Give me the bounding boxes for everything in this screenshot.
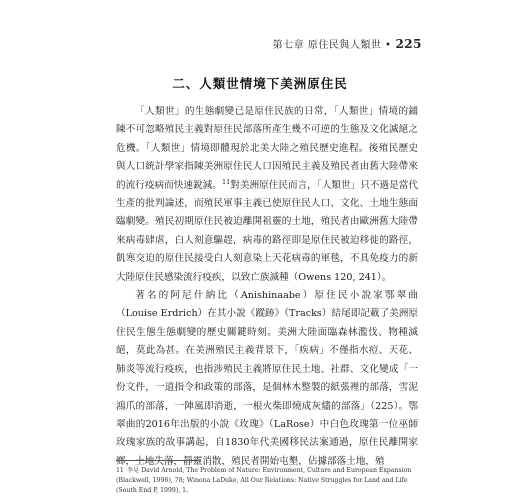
body-text (116, 103, 418, 471)
chapter-heading: 第七章 原住民與人類世 • (272, 40, 392, 51)
footnote-divider (116, 460, 198, 461)
footnote (116, 466, 416, 497)
running-header (273, 36, 422, 51)
paragraph-text: 「人類世」的生態劇變已是原住民族的日常，「人類世」情境的鋪陳不可忽略殖民主義對原住民部落所產生幾不可逆的生態及文化滅絕之危機。「人類世」情境即體現於北美大陸之殖民歷史進程。後殖民歷史與人口統計學家指陳美洲原住民人口因殖民主義及殖民者由舊大陸帶來的流行疫病而快速銳減。 (116, 106, 418, 191)
footnote-text: 李見 David Arnold, The Problem of Nature: Environment, Culture and European Expansion (Blackwell, 1996), 78; Winona LaDuke, All Our Relations: Native Struggles for Land and Life (South End P, 1999), 1。 (116, 467, 412, 495)
paragraph-text: 著名的阿尼什納比（Anishinaabe）原住民小說家鄂翠曲（Louise Erdrich）在其小說《蹤跡》（Tracks）結尾即記載了美洲原住民生態生態劇變的歷史關鍵時刻。美洲大陸面臨森林濫伐、物種滅絕，莫此為甚。在美洲殖民主義背景下，「疾病」不僅指水痘、天花、肺炎等流行疫疾，也指涉殖民主義將原住民土地、社群、文化變成「一份文件，一道指令和政策的部落，是個林木整製的紙張裡的部落，雪泥鴻爪的部落，一陣風即消逝，一根火柴即燒成灰燼的部落」（225）。鄂翠曲的2016年出版的小說《玫瑰》（LaRose）中白色玫瑰第一位巫師玫瑰家族的故事講起，自1830年代美國移民法案通過，原住民離開家鄉，土地失落，靜靈消散，殖民者開始屯墾，佔據部落土地，殖 (116, 290, 418, 467)
paragraph (116, 103, 418, 287)
paragraph-text: 對美洲原住民而言，「人類世」只不過是當代生產的批判論述，而殖民軍事主義已使原住民人口、文化、土地生態面臨劇變。殖民初期原住民被迫離開祖靈的土地，殖民者由歐洲舊大陸帶來病毒肆虐，白人刻意驅趕，病毒的路徑即是原住民被迫移徙的路徑，飢寒交迫的原住民接受白人刻意染上天花病毒的軍毯，不具免疫力的新大陸原住民感染流行疫疾，以致亡族滅種（Owens 120, 241）。 (116, 179, 419, 283)
paragraph (116, 287, 418, 471)
footnote-number: 11 (116, 467, 124, 474)
section-title: 二、人類世情境下美洲原住民 (172, 76, 348, 91)
page-number: 225 (395, 37, 422, 51)
footnote-marker: 11 (221, 177, 231, 186)
